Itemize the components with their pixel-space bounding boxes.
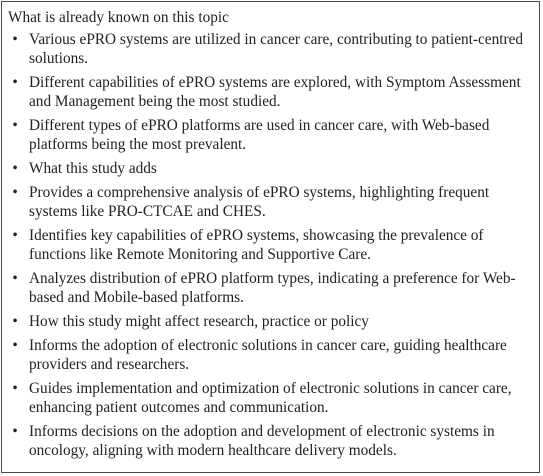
bullet-icon: • bbox=[12, 270, 18, 287]
list-item bbox=[8, 183, 529, 221]
bullet-icon: • bbox=[12, 117, 18, 134]
list-item-text: Various ePRO systems are utilized in cancer care, contributing to patient-centred solutions. bbox=[29, 31, 524, 67]
list-item-text: Guides implementation and optimization of electronic solutions in cancer care, enhancing patient outcomes and communication. bbox=[29, 380, 512, 416]
bullet-icon: • bbox=[12, 31, 18, 48]
list-item-text: Informs the adoption of electronic solutions in cancer care, guiding healthcare providers and researchers. bbox=[29, 337, 507, 373]
bullet-icon: • bbox=[12, 313, 18, 330]
key-messages-box bbox=[1, 1, 540, 473]
list-item bbox=[8, 30, 529, 68]
bullet-icon: • bbox=[12, 337, 18, 354]
bullet-icon: • bbox=[12, 160, 18, 177]
bullet-icon: • bbox=[12, 74, 18, 91]
list-item bbox=[8, 336, 529, 374]
list-item bbox=[8, 73, 529, 111]
bullet-icon: • bbox=[12, 184, 18, 201]
list-item-text: Identifies key capabilities of ePRO systems, showcasing the prevalence of functions like Remote Monitoring and Supportive Care. bbox=[29, 227, 484, 263]
list-item-text: How this study might affect research, practice or policy bbox=[29, 313, 369, 330]
list-item-text: Different capabilities of ePRO systems are explored, with Symptom Assessment and Management being the most studied. bbox=[29, 74, 521, 110]
bullet-icon: • bbox=[12, 423, 18, 440]
list-item-text: What this study adds bbox=[29, 160, 157, 177]
bullet-icon: • bbox=[12, 227, 18, 244]
list-item-text: Informs decisions on the adoption and development of electronic systems in oncology, aligning with modern healthcare delivery models. bbox=[29, 423, 495, 459]
list-item bbox=[8, 226, 529, 264]
list-item bbox=[8, 159, 529, 178]
list-item bbox=[8, 379, 529, 417]
list-item-text: Different types of ePRO platforms are used in cancer care, with Web-based platforms being the most prevalent. bbox=[29, 117, 490, 153]
list-item-text: Provides a comprehensive analysis of ePRO systems, highlighting frequent systems like PRO-CTCAE and CHES. bbox=[29, 184, 490, 220]
list-item bbox=[8, 312, 529, 331]
list-item bbox=[8, 116, 529, 154]
list-item bbox=[8, 269, 529, 307]
bullet-icon: • bbox=[12, 380, 18, 397]
list-item-text: Analyzes distribution of ePRO platform types, indicating a preference for Web-based and Mobile-based platforms. bbox=[29, 270, 516, 306]
list-item bbox=[8, 422, 529, 460]
box-heading: What is already known on this topic bbox=[8, 9, 229, 26]
bullet-list bbox=[8, 30, 529, 460]
